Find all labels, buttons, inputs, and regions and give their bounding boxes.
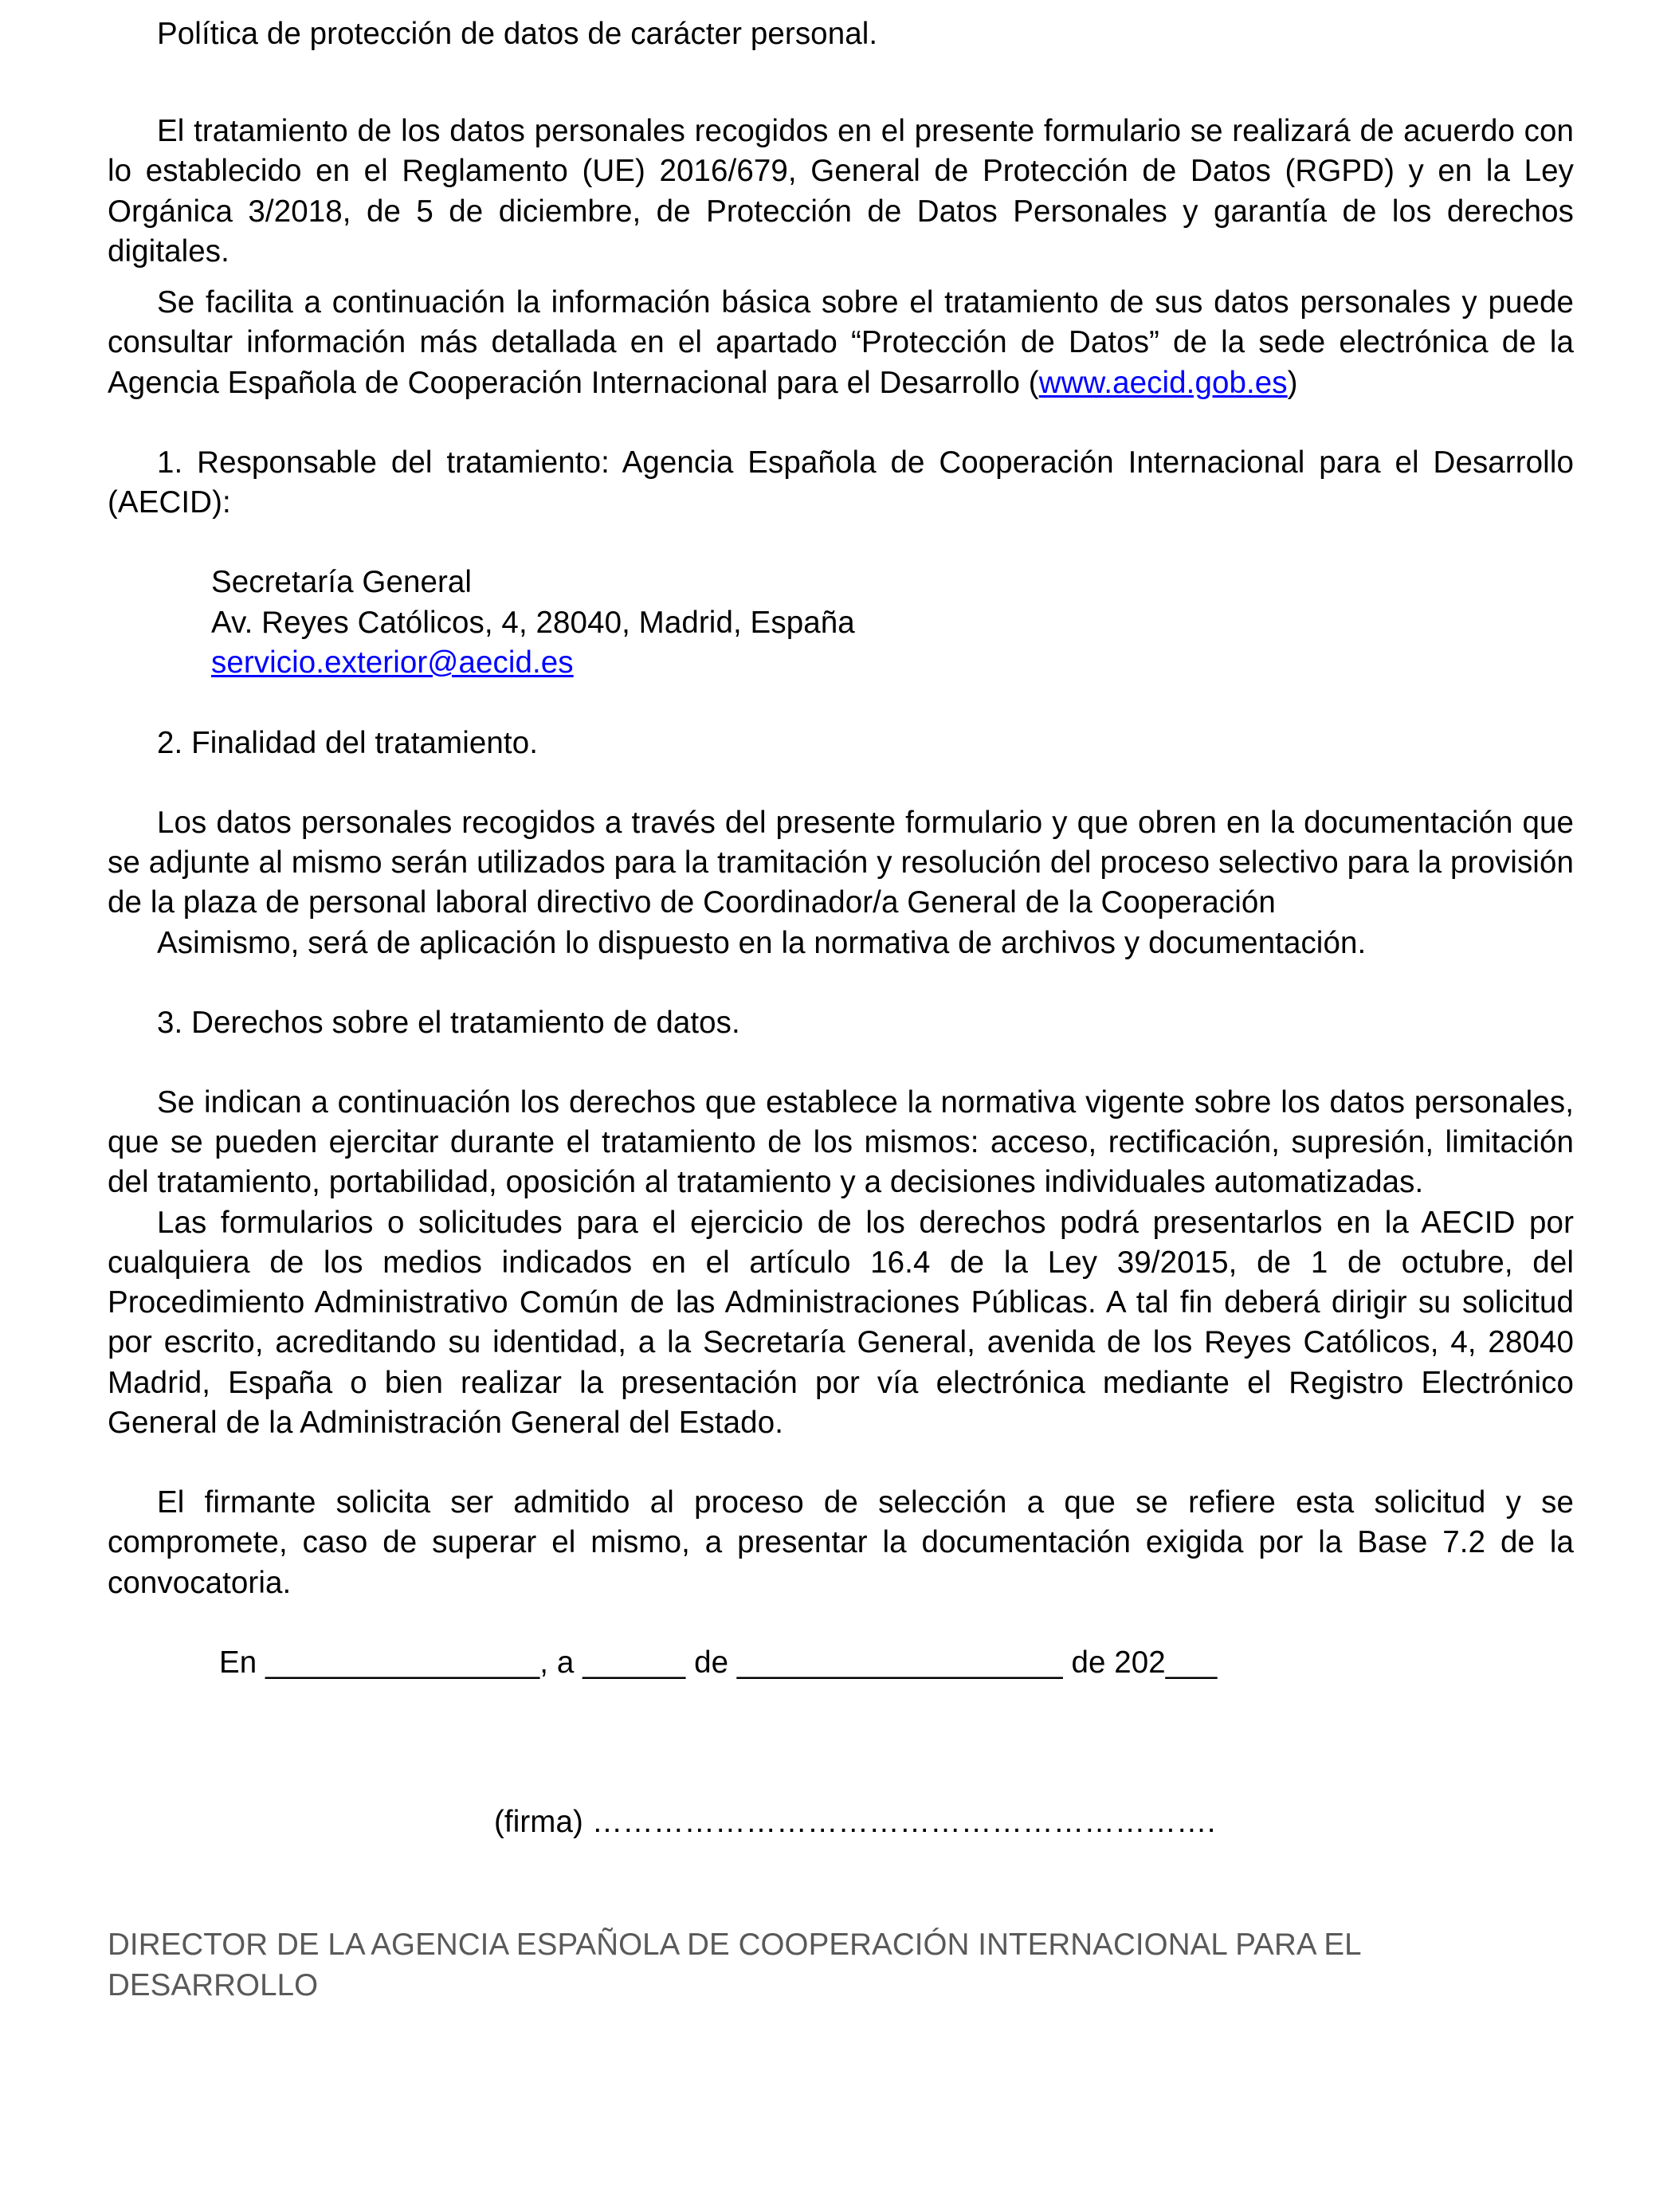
spacer xyxy=(108,684,1574,724)
paragraph-intro-2 xyxy=(108,283,1574,403)
spacer xyxy=(108,1842,1574,1925)
blank-day[interactable]: ______ xyxy=(583,1645,686,1680)
label-de-1: de xyxy=(694,1645,729,1680)
addressee-line-2: DESARROLLO xyxy=(108,1967,319,2002)
address-email-wrapper xyxy=(211,643,1574,683)
paragraph-intro-2-text: Se facilita a continuación la información básica sobre el tratamiento de sus datos personales y puede consultar información más detallada en el apartado “Protección de Datos” de la sede electrónica de la Agencia Española de Cooperación Internacional para el Desarrollo ( xyxy=(108,285,1574,400)
page-title: Política de protección de datos de carácter personal. xyxy=(157,17,878,51)
contact-email-link[interactable]: servicio.exterior@aecid.es xyxy=(211,645,574,680)
spacer xyxy=(108,1603,1574,1643)
blank-place[interactable]: ________________ xyxy=(265,1645,540,1680)
spacer xyxy=(108,272,1574,283)
label-de-2: de 202 xyxy=(1071,1645,1166,1680)
addressee-line-1: DIRECTOR DE LA AGENCIA ESPAÑOLA DE COOPERACIÓN INTERNACIONAL PARA EL xyxy=(108,1928,1362,1963)
spacer xyxy=(108,1043,1574,1083)
spacer xyxy=(108,54,1574,112)
section-3-heading: 3. Derechos sobre el tratamiento de datos. xyxy=(157,1005,740,1040)
spacer xyxy=(108,763,1574,803)
address-line-street: Av. Reyes Católicos, 4, 28040, Madrid, España xyxy=(211,605,855,640)
paragraph-intro-1: El tratamiento de los datos personales recogidos en el presente formulario se realizará de acuerdo con lo establecido en el Reglamento (UE) 2016/679, General de Protección de Datos (RGPD) y en la Ley Orgánica 3/2018, de 5 de diciembre, de Protección de Datos Personales y garantía de los derechos digitales. xyxy=(108,114,1574,269)
label-en: En xyxy=(219,1645,257,1680)
section-1-heading: 1. Responsable del tratamiento: Agencia Española de Cooperación Internacional para el Desarrollo (AECID): xyxy=(108,445,1574,520)
label-comma-a: , a xyxy=(539,1645,575,1680)
spacer xyxy=(108,523,1574,563)
spacer xyxy=(108,403,1574,443)
closing-paren: ) xyxy=(1287,365,1298,400)
declaration-paragraph: El firmante solicita ser admitido al proceso de selección a que se refiere esta solicitud y se compromete, caso de superar el mismo, a presentar la documentación exigida por la Base 7.2 de la convocatoria. xyxy=(108,1485,1574,1600)
section-2-body-1: Los datos personales recogidos a través del presente formulario y que obren en la documentación que se adjunte al mismo serán utilizados para la tramitación y resolución del proceso selectivo para la provisión de la plaza de personal laboral directivo de Coordinador/a General de la Cooperación xyxy=(108,805,1574,920)
responsible-address-block xyxy=(211,563,1574,683)
section-2-body-2: Asimismo, será de aplicación lo dispuesto en la normativa de archivos y documentación. xyxy=(157,925,1367,960)
blank-year[interactable]: ___ xyxy=(1165,1645,1218,1680)
signature-label: (firma) xyxy=(494,1805,583,1840)
addressee-block xyxy=(108,1925,1574,2005)
section-3-body-2: Las formularios o solicitudes para el ejercicio de los derechos podrá presentarlos en la AECID por cualquiera de los medios indicados en el artículo 16.4 de la Ley 39/2015, de 1 de octubre, del Procedimiento Administrativo Común de las Administraciones Públicas. A tal fin deberá dirigir su solicitud por escrito, acreditando su identidad, a la Secretaría General, avenida de los Reyes Católicos, 4, 28040 Madrid, España o bien realizar la presentación por vía electrónica mediante el Registro Electrónico General de la Administración General del Estado. xyxy=(108,1205,1574,1440)
place-date-line xyxy=(219,1643,1574,1683)
aecid-website-link[interactable]: www.aecid.gob.es xyxy=(1038,365,1288,400)
spacer xyxy=(108,963,1574,1003)
blank-month[interactable]: ___________________ xyxy=(736,1645,1063,1680)
section-2-heading: 2. Finalidad del tratamiento. xyxy=(157,725,539,760)
address-line-secretaria: Secretaría General xyxy=(211,565,473,600)
section-3-body-1: Se indican a continuación los derechos que establece la normativa vigente sobre los datos personales, que se pueden ejercitar durante el tratamiento de los mismos: acceso, rectificación, supresión, limitación del tratamiento, portabilidad, oposición al tratamiento y a decisiones individuales automatizadas. xyxy=(108,1085,1574,1200)
signature-dots[interactable]: ……………………………………………………. xyxy=(591,1805,1216,1840)
signature-line xyxy=(494,1802,1574,1842)
spacer xyxy=(108,1683,1574,1802)
spacer xyxy=(108,1443,1574,1483)
